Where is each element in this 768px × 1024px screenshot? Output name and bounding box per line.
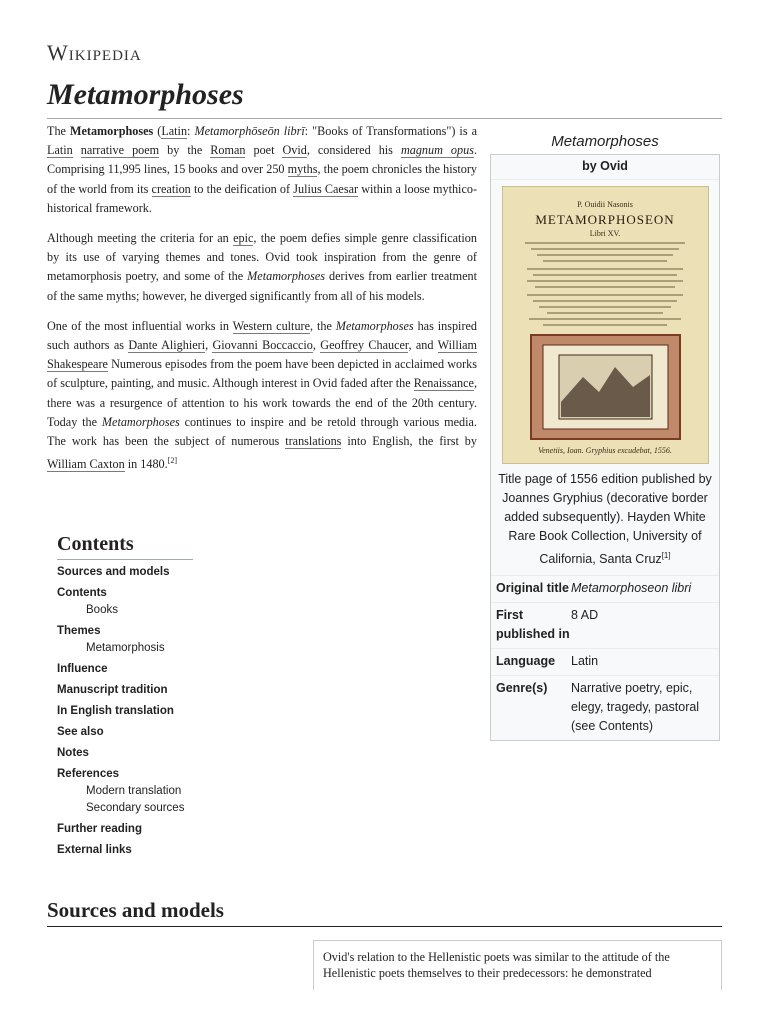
toc-list <box>57 564 307 859</box>
page-title: Metamorphoses <box>47 78 244 111</box>
section-divider <box>47 926 722 927</box>
row-value[interactable]: Narrative poetry, epic, elegy, tragedy, pastoral (see Contents) <box>571 681 700 734</box>
wikipedia-wordmark[interactable]: Wikipedia <box>47 40 142 65</box>
text: has inspired such authors as <box>47 318 478 353</box>
infobox-subtitle: by Ovid <box>491 155 719 180</box>
link-shakespeare[interactable]: William Shakespeare <box>47 338 478 372</box>
toc-subitem-metamorphosis[interactable]: Metamorphosis <box>86 642 165 654</box>
toc-item-references[interactable]: References <box>57 768 120 780</box>
text: Title page of 1556 edition published by Joannes Gryphius (decorative border added subsequently). Hayden White Rare Book Collection, University of California, Santa Cruz <box>498 472 712 567</box>
row-label: Genre(s) <box>496 681 548 696</box>
toc-item-manuscript-tradition[interactable]: Manuscript tradition <box>57 684 168 696</box>
link-latin-language[interactable]: Latin <box>47 143 73 158</box>
text: Numerous episodes from the poem have been depicted in acclaimed works of sculpture, painting, and music. Although interest in Ovid faded after the <box>47 357 477 391</box>
text: continues to inspire and be retold through various media. The work has been the subject of numerous <box>47 414 477 449</box>
toc-item-contents[interactable]: Contents <box>57 587 107 599</box>
text: Although meeting the criteria for an <box>47 231 234 246</box>
infobox-image-wrap <box>491 180 719 466</box>
toc-item-further-reading[interactable]: Further reading <box>57 823 142 835</box>
text <box>73 143 81 157</box>
toc-subitem-books[interactable]: Books <box>86 604 118 616</box>
text: : "Books of Transformations") is a <box>304 124 477 138</box>
title-divider <box>47 118 722 119</box>
link-western-culture[interactable]: Western culture <box>232 318 311 333</box>
lead-paragraph-3 <box>47 317 477 475</box>
title-page-image[interactable] <box>502 186 709 464</box>
infobox-row-genre <box>491 675 719 740</box>
text: , <box>205 338 213 353</box>
text: . Comprising 11,995 lines, 15 books and over 250 <box>47 143 477 177</box>
toc-item-see-also[interactable]: See also <box>57 726 104 738</box>
text: , there was a resurgence of attention to his work towards the end of the 20th century. Today the <box>47 376 477 429</box>
row-label: First published in <box>496 608 570 642</box>
link-chaucer[interactable]: Geoffrey Chaucer <box>320 338 409 353</box>
text: poet <box>245 143 283 158</box>
link-epic[interactable]: epic <box>233 231 254 246</box>
row-label: Language <box>496 654 556 669</box>
text: to the deification of <box>190 181 294 196</box>
toc-item-external-links[interactable]: External links <box>57 844 132 856</box>
link-creation[interactable]: creation <box>151 181 191 196</box>
toc-item-sources-and-models[interactable]: Sources and models <box>57 566 170 578</box>
link-magnum-opus[interactable]: magnum opus <box>400 143 474 158</box>
row-value: Metamorphoseon libri <box>571 581 692 596</box>
title-page-illustration <box>503 187 708 463</box>
bold-title: Metamorphoses <box>69 124 154 138</box>
text: , and <box>408 338 438 353</box>
text: , <box>312 338 321 353</box>
infobox <box>490 127 720 741</box>
text: The <box>47 124 70 138</box>
toc-title: Contents <box>57 533 193 560</box>
link-translations[interactable]: translations <box>285 434 342 449</box>
link-boccaccio[interactable]: Giovanni Boccaccio <box>212 338 313 353</box>
lead-section <box>47 122 477 486</box>
toc-item-in-english-translation[interactable]: In English translation <box>57 705 174 717</box>
italic-title: Metamorphoses <box>247 269 326 284</box>
link-dante[interactable]: Dante Alighieri <box>128 338 206 353</box>
text: One of the most influential works in <box>47 318 233 333</box>
link-latin[interactable]: Latin <box>161 124 188 138</box>
link-julius-caesar[interactable]: Julius Caesar <box>293 181 359 196</box>
link-myths[interactable]: myths <box>287 162 318 177</box>
text: into English, the first by <box>341 434 477 449</box>
toc-subitem-secondary-sources[interactable]: Secondary sources <box>86 802 185 814</box>
link-roman[interactable]: Roman <box>210 143 246 158</box>
text: , the poem chronicles the history of the world from its <box>47 162 477 196</box>
toc-subitem-modern-translation[interactable]: Modern translation <box>86 785 182 797</box>
quote-box: Ovid's relation to the Hellenistic poets was similar to the attitude of the Hellenistic poets themselves to their predecessors: he demonstrated <box>313 940 722 990</box>
title-page-line-3: Libri XV. <box>589 229 620 238</box>
row-value[interactable]: Latin <box>571 654 599 669</box>
reference-link[interactable]: [2] <box>167 456 178 466</box>
title-page-line-2: METAMORPHOSEON <box>534 212 675 227</box>
text: in 1480. <box>124 457 168 472</box>
text: by the <box>159 143 211 158</box>
section-heading-sources-and-models: Sources and models <box>47 898 224 922</box>
text: ( <box>153 124 162 138</box>
title-page-imprint: Venetiis, Ioan. Gryphius excudebat, 1556. <box>537 446 672 455</box>
link-renaissance[interactable]: Renaissance <box>413 376 474 391</box>
italic-title: Metamorphoses <box>335 318 414 333</box>
toc-item-themes[interactable]: Themes <box>57 625 101 637</box>
link-ovid[interactable]: Ovid <box>282 143 307 158</box>
infobox-row-original-title <box>491 575 719 602</box>
title-page-line-1: P. Ouidii Nasonis <box>576 200 633 209</box>
text: : <box>187 124 195 138</box>
italic-title: Metamorphoses <box>101 414 180 429</box>
infobox-row-first-published <box>491 602 719 648</box>
text: within a loose mythico-historical framework. <box>47 181 478 215</box>
infobox-table <box>490 154 720 741</box>
row-value: 8 AD <box>571 608 599 623</box>
text: derives from earlier treatment of the same myths; however, he diverged significantly from all of his models. <box>47 269 477 303</box>
infobox-caption <box>491 466 719 575</box>
link-narrative-poem[interactable]: narrative poem <box>80 143 160 158</box>
text: , considered his <box>306 143 401 158</box>
latin-title: Metamorphōseōn librī <box>194 124 305 138</box>
infobox-row-language <box>491 648 719 675</box>
table-of-contents <box>57 533 307 859</box>
lead-paragraph-2 <box>47 229 477 306</box>
infobox-title: Metamorphoses <box>551 133 659 150</box>
row-label: Original title <box>496 581 569 596</box>
toc-item-notes[interactable]: Notes <box>57 747 89 759</box>
text: , the <box>310 318 336 333</box>
link-caxton[interactable]: William Caxton <box>47 457 125 472</box>
reference-link[interactable]: [1] <box>661 551 671 560</box>
text: , the poem defies simple genre classification by its use of varying themes and tones. Ovid took inspiration from the genre of metamorphosis poetry, and some of the <box>47 231 477 284</box>
toc-item-influence[interactable]: Influence <box>57 663 108 675</box>
lead-paragraph-1 <box>47 122 477 218</box>
